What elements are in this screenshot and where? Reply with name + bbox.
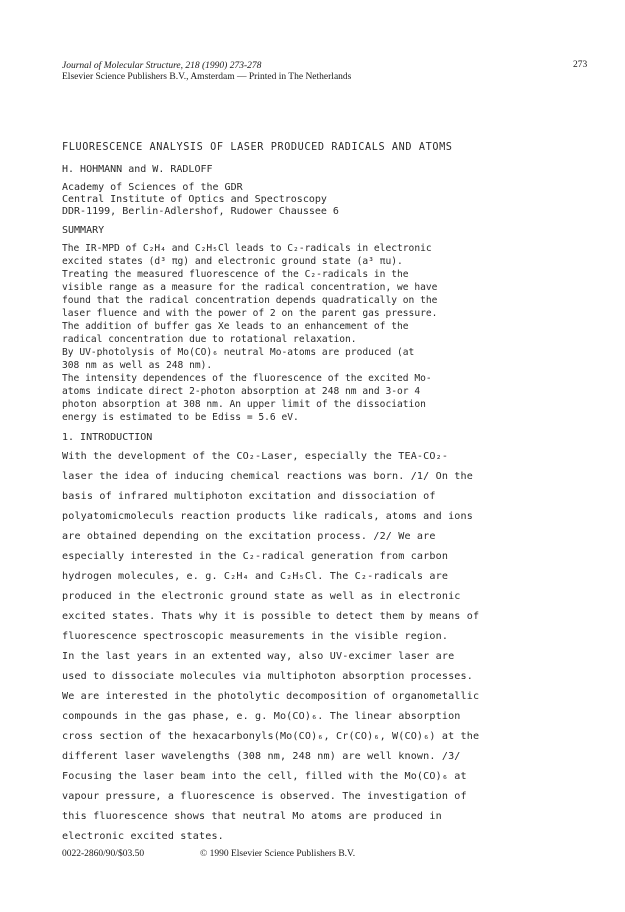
- body-line: hydrogen molecules, e. g. C₂H₄ and C₂H₅Cl. The C₂-radicals are: [62, 571, 449, 582]
- body-line: With the development of the CO₂-Laser, especially the TEA-CO₂-: [62, 451, 449, 462]
- journal-citation: Journal of Molecular Structure, 218 (1990) 273-278: [62, 61, 262, 71]
- summary-line: atoms indicate direct 2-photon absorption at 248 nm and 3-or 4: [62, 386, 421, 397]
- authors: H. HOHMANN and W. RADLOFF: [62, 164, 213, 175]
- body-line: excited states. Thats why it is possible to detect them by means of: [62, 611, 480, 622]
- body-line: Focusing the laser beam into the cell, filled with the Mo(CO)₆ at: [62, 771, 467, 782]
- body-line: used to dissociate molecules via multiphoton absorption processes.: [62, 671, 473, 682]
- summary-line: Treating the measured fluorescence of the C₂-radicals in the: [62, 269, 409, 280]
- summary-line: The addition of buffer gas Xe leads to an enhancement of the: [62, 321, 409, 332]
- body-line: especially interested in the C₂-radical generation from carbon: [62, 551, 449, 562]
- body-line: are obtained depending on the excitation process. /2/ We are: [62, 531, 436, 542]
- body-line: We are interested in the photolytic decomposition of organometallic: [62, 691, 480, 702]
- copyright-notice: © 1990 Elsevier Science Publishers B.V.: [200, 849, 356, 859]
- body-line: fluorescence spectroscopic measurements in the visible region.: [62, 631, 449, 642]
- summary-line: laser fluence and with the power of 2 on the parent gas pressure.: [62, 308, 438, 319]
- body-line: vapour pressure, a fluorescence is observed. The investigation of: [62, 791, 467, 802]
- affiliation-line: Academy of Sciences of the GDR: [62, 182, 243, 193]
- summary-line: photon absorption at 308 nm. An upper limit of the dissociation: [62, 399, 426, 410]
- page-number: 273: [573, 60, 588, 70]
- body-line: cross section of the hexacarbonyls(Mo(CO)₆, Cr(CO)₆, W(CO)₆) at the: [62, 731, 480, 742]
- body-line: laser the idea of inducing chemical reactions was born. /1/ On the: [62, 471, 473, 482]
- affiliation-line: Central Institute of Optics and Spectroscopy: [62, 194, 327, 205]
- summary-line: excited states (d³ πg) and electronic ground state (a³ πu).: [62, 256, 403, 267]
- body-line: this fluorescence shows that neutral Mo atoms are produced in: [62, 811, 442, 822]
- summary-line: 308 nm as well as 248 nm).: [62, 360, 213, 371]
- body-line: compounds in the gas phase, e. g. Mo(CO)₆. The linear absorption: [62, 711, 461, 722]
- summary-line: found that the radical concentration depends quadratically on the: [62, 295, 438, 306]
- affiliation-line: DDR-1199, Berlin-Adlershof, Rudower Chaussee 6: [62, 206, 339, 217]
- body-line: In the last years in an extented way, also UV-excimer laser are: [62, 651, 455, 662]
- summary-line: By UV-photolysis of Mo(CO)₆ neutral Mo-atoms are produced (at: [62, 347, 415, 358]
- summary-line: The intensity dependences of the fluorescence of the excited Mo-: [62, 373, 432, 384]
- body-line: polyatomicmoleculs reaction products like radicals, atoms and ions: [62, 511, 473, 522]
- introduction-heading: 1. INTRODUCTION: [62, 432, 153, 443]
- summary-line: radical concentration due to rotational relaxation.: [62, 334, 357, 345]
- publisher-line: Elsevier Science Publishers B.V., Amsterdam — Printed in The Netherlands: [62, 72, 352, 82]
- issn-code: 0022-2860/90/$03.50: [62, 849, 145, 859]
- body-line: electronic excited states.: [62, 831, 224, 842]
- summary-heading: SUMMARY: [62, 225, 105, 236]
- body-line: different laser wavelengths (308 nm, 248 nm) are well known. /3/: [62, 751, 461, 762]
- body-line: produced in the electronic ground state as well as in electronic: [62, 591, 461, 602]
- body-line: basis of infrared multiphoton excitation and dissociation of: [62, 491, 436, 502]
- summary-line: energy is estimated to be Ediss = 5.6 eV.: [62, 412, 299, 423]
- summary-line: The IR-MPD of C₂H₄ and C₂H₅Cl leads to C₂-radicals in electronic: [62, 243, 432, 254]
- paper-title: FLUORESCENCE ANALYSIS OF LASER PRODUCED RADICALS AND ATOMS: [62, 142, 453, 153]
- summary-line: visible range as a measure for the radical concentration, we have: [62, 282, 438, 293]
